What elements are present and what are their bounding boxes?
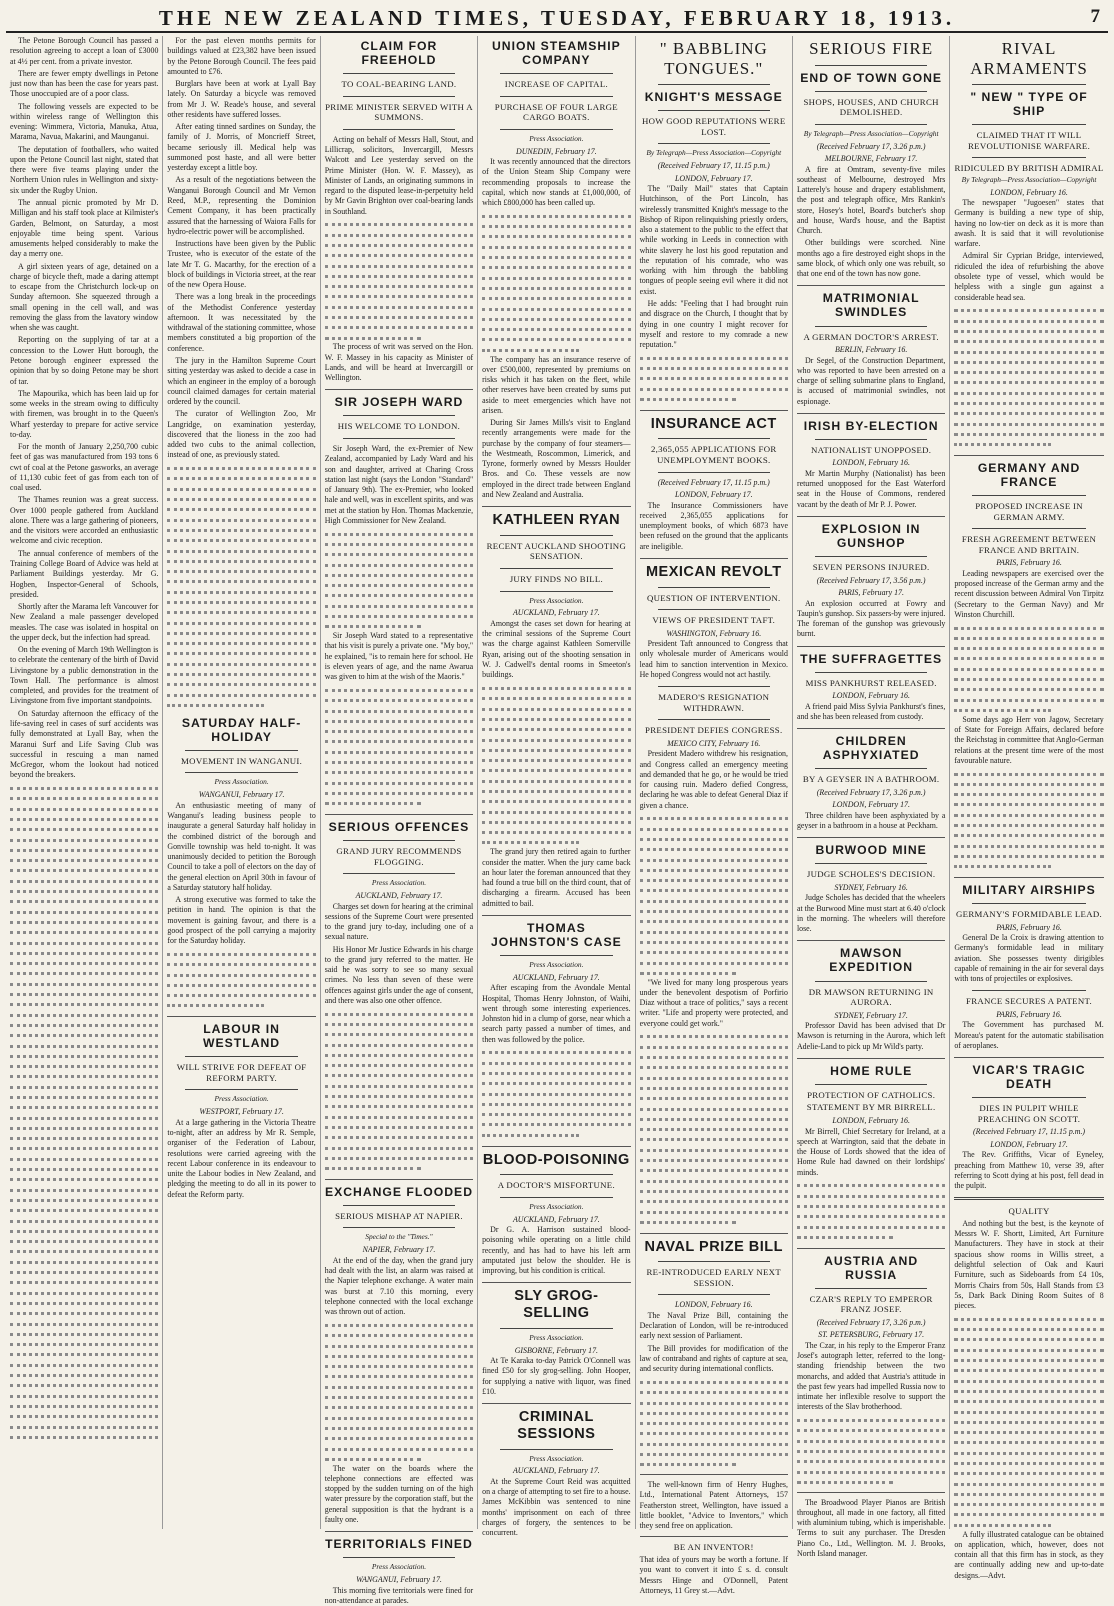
article-paragraph: "We lived for many long prosperous years under the benevolent despotism of Porfirio Diaz without a trace of politics," says a recent writer. "Life and property were protected, and everyone could get work.": [639, 977, 788, 1028]
illegible-text-block: [325, 528, 473, 631]
illegible-text-block: [640, 1376, 788, 1469]
article-paragraph: An enthusiastic meeting of many of Wanganui's leading business people to inaugurate a general Saturday half holiday in the combined district of the borough and Gonville township was held to-night. It was unanimously decided to petition the Borough Council to take a poll of electors on the day of the general election on April 30th in favour of a Saturday statutory half holiday.: [167, 800, 316, 892]
headline: CLAIM FOR FREEHOLD: [360, 39, 438, 68]
dateline: WANGANUI, February 17.: [356, 1575, 442, 1585]
advertisement-quality: [954, 1206, 1103, 1581]
article-territorials-fined: [325, 1537, 473, 1606]
headline: MEXICAN REVOLT: [645, 563, 782, 580]
headline: SLY GROG-SELLING: [514, 1288, 599, 1322]
article-paragraph: Other buildings were scorched. Nine months ago a fire destroyed eight shops in the same block, of which only one was rebuilt, so that one end of the town has now gone.: [796, 238, 946, 279]
news-paragraph: On the evening of March 19th Wellington is to celebrate the centenary of the birth of David Livingstone by a public demonstration in the Town Hall. The performance is almost completed, and provides for the treatment of Livingstone from five important standpoints.: [10, 645, 159, 706]
dateline: LONDON, February 16.: [832, 1116, 910, 1126]
article-mexican-revolt: [640, 564, 788, 1227]
dateline: LONDON, February 16.: [832, 691, 910, 701]
illegible-text-block: [325, 219, 473, 343]
received-time: (Received February 17, 11.15 p.m.): [657, 161, 770, 171]
news-paragraph: The annual conference of members of the Training College Board of Advice was held at Parliament Buildings yesterday. Mr G. Hogben, Inspector-General of Schools, presided.: [10, 548, 159, 599]
headline: SERIOUS OFFENCES: [328, 820, 470, 835]
article-explosion-in-gunshop: [797, 522, 945, 640]
source-credit: Press Association.: [214, 777, 269, 787]
subheadline: RECENT AUCKLAND SHOOTING SENSATION.: [486, 540, 627, 562]
article-babbling-tongues: [640, 39, 788, 404]
article-paragraph: The Government has purchased M. Moreau's patent for the automatic stabilisation of aeroplanes.: [954, 1020, 1104, 1050]
subheadline: MISS PANKHURST RELEASED.: [805, 677, 937, 688]
advertisement-text: That idea of yours may be worth a fortune. If you want to convert it into £ s. d. consult Messrs Hinge and O'Donnell, Patent Attorneys, 11 Grey st.—Advt.: [639, 1555, 788, 1595]
article-paragraph: At a large gathering in the Victoria Theatre to-night, after an address by Mr R. Semple, organiser of the Federation of Labour, resolutions were carried agreeing with the recent Labour conference in its endeavour to unite the Labour bodies in New Zealand, and pledging the meeting to do all in its power to defeat the Reform party.: [167, 1117, 316, 1199]
headline: KATHLEEN RYAN: [492, 512, 621, 529]
illegible-text-block: [167, 948, 315, 1010]
subheadline: DR MAWSON RETURNING IN AURORA.: [808, 986, 934, 1008]
headline: SATURDAY HALF-HOLIDAY: [181, 715, 302, 744]
received-time: (Received February 17, 11.15 p.m.): [973, 1127, 1086, 1137]
page-number: 7: [1090, 6, 1100, 27]
article-paragraph: An explosion occurred at Fowry and Taupin's gunshop. Six passers-by were injured. The foreman of the gunshop was grievously burnt.: [796, 598, 946, 639]
subheadline: TO COAL-BEARING LAND.: [341, 79, 457, 90]
illegible-text-block: [954, 768, 1103, 871]
headline: SERIOUS FIRE: [809, 39, 934, 58]
source-credit: Special to the "Times.": [365, 1232, 433, 1242]
article-home-rule: [797, 1064, 945, 1242]
source-credit: Press Association.: [529, 595, 584, 605]
article-paragraph: Mr Martin Murphy (Nationalist) has been returned unopposed for the East Waterford seat in the House of Commons, rendered vacant by the death of Mr P. J. Power.: [796, 468, 946, 509]
dateline: AUCKLAND, February 17.: [355, 891, 443, 901]
source-credit: By Telegraph—Press Association—Copyright: [803, 128, 939, 138]
dateline: MELBOURNE, February 17.: [824, 154, 918, 164]
article-paragraph: It was recently announced that the directors of the Union Steam Ship Company were recommending proposals to increase the capital, which now stands at £1,000,000, of which £800,000 has been called up.: [482, 157, 631, 208]
received-time: (Received February 17, 11.15 p.m.): [657, 477, 770, 487]
headline: RIVAL ARMAMENTS: [970, 39, 1088, 78]
subheadline: MOVEMENT IN WANGANUI.: [181, 755, 303, 766]
news-paragraph: There was a long break in the proceedings of the Methodist Conference yesterday afternoon. It was necessitated by the withdrawal of the stationing committee, whose members constituted a big proportion of the conference.: [167, 292, 316, 353]
received-time: (Received February 17, 3.26 p.m.): [816, 1317, 926, 1327]
subheadline: WILL STRIVE FOR DEFEAT OF REFORM PARTY.: [176, 1062, 307, 1083]
headline: SIR JOSEPH WARD: [334, 395, 464, 410]
article-vicars-tragic-death: [954, 1063, 1103, 1191]
news-paragraph: For the month of January 2,250,700 cubic feet of gas was manufactured from 193 tons 6 cwt of coal at the Petone gasworks, an average of 11,130 cubic feet of gas from each ton of coal used.: [10, 442, 159, 493]
article-claim-for-freehold: [325, 39, 473, 383]
article-paragraph: Charges set down for hearing at the criminal sessions of the Supreme Court were presented to the grand jury to-day, including one of a sexual nature.: [324, 901, 474, 942]
advertisement-text: A fully illustrated catalogue can be obtained on application, which, however, does not contain all that this firm has in stock, as they are continually adding new and up-to-date designs.—Advt.: [954, 1529, 1104, 1580]
subheadline-2: VIEWS OF PRESIDENT TAFT.: [652, 615, 776, 626]
source-credit: Press Association.: [371, 1562, 427, 1572]
dateline: PARIS, February 16.: [996, 558, 1062, 568]
headline: CRIMINAL SESSIONS: [517, 1409, 596, 1442]
subheadline-2: FRANCE SECURES A PATENT.: [966, 996, 1093, 1007]
headline: MILITARY AIRSHIPS: [962, 883, 1096, 897]
headline: MATRIMONIAL SWINDLES: [822, 291, 920, 320]
subheadline: SERIOUS MISHAP AT NAPIER.: [335, 1210, 463, 1221]
illegible-text-block: [10, 783, 158, 1442]
local-news-items-2: [167, 36, 315, 710]
article-paragraph: The newspaper "Jugoesen" states that Germany is building a new type of ship, having no low-tier on deck as it is more than awash. It is said that it will revolutionise warfare.: [954, 198, 1104, 249]
headline: MAWSON EXPEDITION: [829, 946, 914, 975]
news-paragraph: The following vessels are expected to be within wireless range of Wellington this evening: Wimmera, Victoria, Manuka, Atua, Marama, Navua, Makarini, and Maunganui.: [10, 101, 159, 142]
headline: NAVAL PRIZE BILL: [644, 1238, 783, 1255]
headline: INSURANCE ACT: [650, 415, 777, 432]
illegible-text-block: [954, 1313, 1103, 1529]
article-sir-joseph-ward: [325, 395, 473, 808]
advertisement-text: The Broadwood Player Pianos are British throughout, all made in one factory, all fitted with aluminium tubing, which is imperishable. Terms to suit any purchaser. The Dresden Piano Co., Ltd., Wellington. M. J. Brooks, North Island manager.: [796, 1497, 946, 1558]
advertisement-text: And nothing but the best, is the keynote of Messrs W. F. Shortt, Limited, Art Furniture Manufacturers. They have in stock at their spacious show rooms in Willis street, a delightful selection of Oak and Kauri Furniture, such as Sideboards from £4 10s, Morris Chairs from 50s, Hall Stands from £3 5s, Dark Back Dining Room Suites of 8 pieces.: [954, 1218, 1104, 1311]
article-paragraph: Acting on behalf of Messrs Hall, Stout, and Lillicrap, solicitors, Invercargill, Messrs Walcott and Lee yesterday served on the Prime Minister (Hon. W. F. Massey), as Minister of Lands, an originating summons in regard to the disputed lease-in-perpetuity held by Mr Gavin Brighton over coal-bearing lands in Southland.: [324, 134, 474, 216]
article-burwood-mine: [797, 843, 945, 934]
news-paragraph: The Mapourika, which has been laid up for some weeks in the stream owing to difficulty with firemen, was brought in to the Queen's Wharf yesterday to prepare for active service to-day.: [10, 388, 159, 439]
subheadline: PROPOSED INCREASE IN GERMAN ARMY.: [975, 501, 1083, 522]
dateline: PARIS, February 17.: [838, 588, 904, 598]
article-paragraph: Leading newspapers are exercised over the proposed increase of the German army and the recent discussion between Admiral Von Tirpitz (Secretary to the German Navy) and Mr Winston Churchill.: [954, 568, 1104, 619]
illegible-text-block: [325, 684, 473, 808]
headline: BURWOOD MINE: [815, 843, 927, 858]
article-paragraph: At the Supreme Court Reid was acquitted on a charge of attempting to set fire to a house. James McKibbin was sentenced to nine months' imprisonment on each of three charges of forgery, the sentences to be concurrent.: [482, 1476, 631, 1538]
dateline: LONDON, February 16.: [832, 458, 910, 468]
article-rival-armaments: [954, 39, 1103, 449]
dateline: LONDON, February 17.: [832, 800, 910, 810]
article-paragraph: Amongst the cases set down for hearing at the criminal sessions of the Supreme Court was the charge against Kathleen Somerville Ryan, arising out of the shooting sensation in W. J. Cadwell's dental rooms in Smeeton's buildings.: [482, 618, 631, 680]
subheadline: RE-INTRODUCED EARLY NEXT SESSION.: [646, 1267, 782, 1288]
article-paragraph: President Madero withdrew his resignation, and Congress called an emergency meeting and demanded that he go, or he would be tried for causing ruin. Madero defied Congress, declaring he was able to defeat General Diaz if given a chance.: [639, 749, 788, 810]
article-paragraph: The water on the boards where the telephone connections are effected was stopped by the sudden turning on of the high water pressure by the corporation staff, but the general supposition is that the hydrant is a faulty one.: [324, 1463, 474, 1524]
headline: CHILDREN ASPHYXIATED: [822, 734, 920, 763]
dateline: ST. PETERSBURG, February 17.: [818, 1330, 925, 1340]
subheadline: NATIONALIST UNOPPOSED.: [810, 444, 932, 455]
article-austria-and-russia: [797, 1254, 945, 1560]
article-paragraph: Judge Scholes has decided that the wheelers at the Burwood Mine must start at 6.40 o'clock in the morning. The wheelers will therefore lose.: [796, 893, 946, 934]
dateline: AUCKLAND, February 17.: [512, 608, 600, 618]
article-paragraph: Dr Segel, of the Construction Department, who was reported to have been arrested on a charge of selling submarine plans to England, is accused of matrimonial swindles, not espionage.: [796, 355, 946, 406]
news-paragraph: Instructions have been given by the Public Trustee, who is executor of the estate of the late Mr T. G. Macarthy, for the erection of a block of buildings in Victoria street, at the rear of the new Opera House.: [167, 239, 316, 290]
subheadline: QUESTION OF INTERVENTION.: [646, 592, 781, 603]
column-5: [636, 36, 793, 1595]
illegible-text-block: [797, 1415, 945, 1487]
article-paragraph: Professor David has been advised that Dr Mawson is returning in the Aurora, which left Adelie-Land to pick up Mr Wild's party.: [796, 1021, 946, 1051]
subheadline: GERMANY'S FORMIDABLE LEAD.: [956, 909, 1103, 920]
article-insurance-act: [640, 416, 788, 552]
subheadline-2: SHOPS, HOUSES, AND CHURCH DEMOLISHED.: [803, 96, 939, 118]
news-paragraph: The Thames reunion was a great success. Over 1000 people gathered from Auckland alone. There was a large gathering of pioneers, and the visitors were accorded an enthusiastic welcome and civic reception.: [10, 495, 159, 546]
news-paragraph: A girl sixteen years of age, detained on a charge of bicycle theft, made a daring attempt to escape from the Christchurch lock-up on Sunday afternoon. She squeezed through a small opening in the cell wall, and was removing the glass from the lavatory window when she was caught.: [10, 261, 159, 333]
article-paragraph: He adds: "Feeling that I had brought ruin and disgrace on the Church, I thought that by dying in one country I might recover for myself and restore to my comrade a new reputation.": [639, 298, 788, 350]
article-paragraph: Dr G. A. Harrison sustained blood-poisoning while operating on a little child recently, and has had to have his left arm amputated just below the shoulder. He is improving, but his condition is critical.: [482, 1225, 631, 1276]
subheadline: BY A GEYSER IN A BATHROOM.: [802, 774, 940, 785]
received-time: (Received February 17, 3.26 p.m.): [816, 141, 926, 151]
article-paragraph: The Bill provides for modification of the law of contraband and rights of capture at sea, and security during international conflicts.: [639, 1343, 788, 1374]
dateline: SYDNEY, February 17.: [834, 1010, 908, 1020]
headline: " BABBLING TONGUES.": [659, 39, 768, 78]
headline: AUSTRIA AND RUSSIA: [824, 1253, 919, 1282]
received-time: (Received February 17, 3.56 p.m.): [816, 575, 926, 585]
subheadline-3: MADERO'S RESIGNATION WITHDRAWN.: [658, 692, 770, 713]
dateline: SYDNEY, February 16.: [834, 882, 908, 892]
dateline: AUCKLAND, February 17.: [512, 1466, 600, 1476]
article-naval-prize-bill: [640, 1239, 788, 1596]
news-paragraph: The Petone Borough Council has passed a resolution agreeing to accept a loan of £3000 at 4½ per cent. from a private investor.: [10, 36, 159, 66]
news-paragraph: Burglars have been at work at Lyall Bay lately. On Saturday a bicycle was removed from Mr J. W. Reade's house, and several other residents have suffered losses.: [167, 79, 316, 119]
illegible-text-block: [954, 305, 1103, 449]
article-exchange-flooded: [325, 1185, 473, 1525]
article-blood-poisoning: [482, 1152, 630, 1277]
article-paragraph: The company has an insurance reserve of over £500,000, represented by premiums on risks which it has taken on the fleet, while other reserves have been created by sums put aside to meet emergencies which have not arisen.: [482, 354, 631, 415]
dateline: AUCKLAND, February 17.: [512, 972, 600, 982]
subheadline: CZAR'S REPLY TO EMPEROR FRANZ JOSEF.: [809, 1293, 933, 1315]
news-paragraph: The deputation of footballers, who waited upon the Petone Council last night, stated that there were five teams playing under the Northern Union rules in Wellington and sixty-six under the Rugby Union.: [10, 144, 159, 195]
article-paragraph: The "Daily Mail" states that Captain Hutchinson, of the Port Lincoln, has wirelessly transmitted Knight's message to the Bishop of Ripon relinquishing priestly orders, also a statement to the public to the effect that while working in Leeds in connection with white slavery he lost his good reputation and the reputation of his comrade, who was working with him through the babbling tongues of people seeing evil where it did not exist.: [639, 184, 788, 296]
article-labour-in-westland: [167, 1022, 315, 1200]
news-paragraph: After eating tinned sardines on Sunday, the family of J. Morris, of Moncrieff Street, became seriously ill. Medical help was summoned post haste, and all were better yesterday except a little boy.: [167, 122, 316, 173]
article-paragraph: At Te Karaka to-day Patrick O'Connell was fined £50 for sly grog-selling. John Hooper, for supplying a native with liquor, was fined £10.: [482, 1356, 631, 1396]
news-paragraph: Shortly after the Marama left Vancouver for New Zealand a male passenger developed measles. The case was isolated in hospital on the upper deck, but the infection had spread.: [10, 602, 159, 642]
masthead-title: THE NEW ZEALAND TIMES, TUESDAY, FEBRUARY 18, 1913.: [158, 6, 956, 30]
news-paragraph: The annual picnic promoted by Mr D. Milligan and his staff took place at Kilmister's Garden, Belmont, on Saturday, a most enjoyable time being spent. Various amusements helped considerably to make the day a merry one.: [10, 197, 159, 259]
dateline: LONDON, February 17.: [674, 173, 753, 183]
dateline-2: PARIS, February 16.: [996, 1009, 1062, 1019]
article-mawson-expedition: [797, 946, 945, 1051]
source-credit: Press Association.: [529, 1332, 584, 1342]
article-matrimonial-swindles: [797, 291, 945, 406]
dateline: PARIS, February 16.: [996, 922, 1062, 932]
article-criminal-sessions: [482, 1409, 630, 1538]
headline: THOMAS JOHNSTON'S CASE: [490, 920, 622, 949]
masthead: [0, 0, 1114, 30]
article-kathleen-ryan: [482, 512, 630, 909]
source-credit: Press Association.: [529, 1453, 584, 1463]
article-paragraph: The Czar, in his reply to the Emperor Franz Josef's autograph letter, referred to the long-standing friendship between the two monarchs, and added that Austria's attitude in the past few years had impelled Russia now to intimate her inflexible resolve to support the interests of the Slav brotherhood.: [796, 1340, 946, 1412]
headline: EXPLOSION IN GUNSHOP: [821, 521, 921, 551]
column-3: [321, 36, 478, 1605]
headline: TERRITORIALS FINED: [325, 1537, 473, 1552]
article-serious-fire: [797, 39, 945, 279]
news-paragraph: The curator of Wellington Zoo, Mr Langridge, on examination yesterday, discovered that the lioness in the zoo had added two cubs to the animal collection, instead of one, as previously stated.: [167, 409, 316, 460]
source-credit: Press Association.: [529, 133, 584, 143]
subheadline: " NEW " TYPE OF SHIP: [970, 90, 1088, 119]
article-paragraph: A friend paid Miss Sylvia Pankhurst's fines, and she has been released from custody.: [796, 701, 946, 721]
dateline: AUCKLAND, February 17.: [512, 1214, 600, 1224]
headline: UNION STEAMSHIP COMPANY: [491, 39, 621, 68]
subheadline: DIES IN PULPIT WHILE PREACHING ON SCOTT.: [977, 1103, 1081, 1124]
article-paragraph: General De la Croix is drawing attention to Germany's formidable lead in military aviation. She possesses twenty dirigibles capable of remaining in the air for several days with tons of projectiles or explosives.: [954, 933, 1104, 984]
dateline: LONDON, February 17.: [990, 1139, 1068, 1149]
dateline: WESTPORT, February 17.: [199, 1107, 284, 1117]
article-paragraph: The Insurance Commissioners have received 2,365,055 applications for unemployment books, of which 6873 have been refused on the ground that the applicants are ineligible.: [639, 500, 788, 551]
subheadline: 2,365,055 APPLICATIONS FOR UNEMPLOYMENT BOOKS.: [650, 444, 777, 466]
source-credit: By Telegraph—Press Association—Copyright: [646, 148, 782, 158]
news-paragraph: The jury in the Hamilton Supreme Court sitting yesterday was asked to decide a case in which an engineer in the employ of a borough council claimed damages for certain material ordered by the council.: [167, 355, 316, 407]
subheadline: KNIGHT'S MESSAGE: [644, 90, 783, 105]
dateline: LONDON, February 16.: [674, 1300, 753, 1310]
article-paragraph: The Rev. Griffiths, Vicar of Eyneley, preaching from Matthew 10, verse 39, after referring to Scott dying at his post, fell dead in the pulpit.: [954, 1150, 1104, 1191]
article-paragraph: The grand jury then retired again to further consider the matter. When the jury came back an hour later the foreman announced that they had found a true bill on the third count, that of discharging a firearm. Accused has been admitted to bail.: [482, 847, 631, 908]
headline: LABOUR IN WESTLAND: [203, 1022, 281, 1051]
subheadline-4: PRESIDENT DEFIES CONGRESS.: [645, 725, 783, 736]
source-credit: Press Association.: [214, 1094, 269, 1104]
source-credit: By Telegraph—Press Association—Copyright: [961, 174, 1097, 184]
headline: VICAR'S TRAGIC DEATH: [972, 1063, 1086, 1092]
article-paragraph: His Honor Mr Justice Edwards in his charge to the grand jury referred to the matter. He said he was sorry to see so many sexual crimes. No less than seven of these were offences against girls under the age of consent, and there was also one other offence.: [324, 944, 474, 1005]
local-news-items: [10, 36, 158, 1442]
article-paragraph: Sir Joseph Ward, the ex-Premier of New Zealand, accompanied by Lady Ward and his son and daughter, arrived at Charing Cross station last night (says the London "Standard" of January 9th). The ex-Premier, who looked hale and well, was in excellent spirits, and was met at the station by Hon. Thomas Mackenzie, High Commissioner for New Zealand.: [324, 444, 474, 525]
article-paragraph: After escaping from the Avondale Mental Hospital, Thomas Henry Johnston, of Waihi, went through some interesting experiences. Johnston hid in a clump of gorse, near which a search party passed a number of times, and then was followed by the police.: [482, 983, 631, 1044]
subheadline: JUDGE SCHOLES'S DECISION.: [806, 869, 936, 880]
subheadline: GRAND JURY RECOMMENDS FLOGGING.: [336, 846, 462, 867]
advertisement-text: The well-known firm of Henry Hughes, Ltd., International Patent Attorneys, 157 Featherston street, Wellington, have issued a little booklet, "Advice to Inventors," which they send free on application.: [639, 1480, 788, 1531]
article-paragraph: Some days ago Herr von Jagow, Secretary of State for Foreign Affairs, declared before the Reichstag in committee that Anglo-German relations at the present time were of the most favourable nature.: [954, 714, 1104, 765]
illegible-text-block: [954, 622, 1103, 715]
dateline-2: MEXICO CITY, February 16.: [667, 738, 761, 748]
article-children-asphyxiated: [797, 734, 945, 831]
subheadline-2: STATEMENT BY MR BIRRELL.: [806, 1102, 936, 1113]
dateline: GISBORNE, February 17.: [514, 1345, 598, 1355]
article-paragraph: During Sir James Mills's visit to England recently arrangements were made for the purchase by the company of four steamers—the Westmeath, Roscommon, Limerick, and Tyrone, formerly owned by Messrs Houlder Bros. and Co. These vessels are now employed in the direct trade between England and New Zealand and Australia.: [482, 418, 631, 499]
advertisement-heading: QUALITY: [1008, 1206, 1050, 1217]
article-paragraph: Sir Joseph Ward stated to a representative that his visit is purely a private one. "My boy," he explained, "is to remain here for school. He is eleven years of age, and the name Awarua was given to him at the wish of the Maoris.": [324, 631, 474, 682]
article-serious-offences: [325, 820, 473, 1173]
article-union-steamship: [482, 39, 630, 500]
dateline: WANGANUI, February 17.: [198, 790, 285, 800]
illegible-text-block: [797, 1180, 945, 1242]
dateline: DUNEDIN, February 17.: [516, 146, 597, 156]
article-paragraph: A strong executive was formed to take the petition in hand. The opinion is that the movement is gaining favour, and there is a good prospect of the poll carrying a majority for the Saturday holiday.: [167, 895, 316, 946]
article-paragraph: Mr Birrell, Chief Secretary for Ireland, at a speech at Warrington, said that the debate in the House of Lords showed that the idea of Home Rule had dawned on their lordships' minds.: [796, 1126, 946, 1177]
subheadline-3: RIDICULED BY BRITISH ADMIRAL: [954, 163, 1104, 174]
source-credit: Press Association.: [529, 1201, 584, 1211]
headline: THE SUFFRAGETTES: [800, 651, 943, 666]
article-thomas-johnston: [482, 921, 630, 1140]
subheadline-2: CLAIMED THAT IT WILL REVOLUTIONISE WARFARE.: [967, 130, 1091, 151]
source-credit: Press Association.: [529, 959, 584, 969]
dateline: BERLIN, February 16.: [834, 345, 908, 355]
dateline: LONDON, February 16.: [990, 187, 1068, 197]
headline: IRISH BY-ELECTION: [803, 418, 939, 433]
column-grid: [6, 36, 1108, 1605]
column-4: [478, 36, 635, 1538]
illegible-text-block: [640, 352, 788, 403]
subheadline: PROTECTION OF CATHOLICS.: [807, 1089, 936, 1100]
subheadline-2: HOW GOOD REPUTATIONS WERE LOST.: [641, 116, 786, 137]
article-suffragettes: [797, 652, 945, 723]
advertisement-heading: BE AN INVENTOR!: [673, 1542, 754, 1553]
masthead-rule: [6, 31, 1108, 33]
subheadline: A GERMAN DOCTOR'S ARREST.: [803, 331, 939, 342]
dateline: NAPIER, February 17.: [362, 1245, 436, 1255]
column-1: [6, 36, 163, 1529]
illegible-text-block: [325, 1008, 473, 1173]
article-paragraph: A fire at Omtram, seventy-five miles southeast of Melbourne, destroyed Mrs Latterely's house and drapery establishment, the post and telegraph office, Mrs Rankin's store, Hosey's hotel, Board's butcher's shop and house, Ward's house, and the Baptist Church.: [796, 164, 946, 236]
article-paragraph: Three children have been asphyxiated by a geyser in a bathroom in a house at Peckham.: [796, 810, 946, 831]
column-6: [793, 36, 950, 1558]
column-2: [163, 36, 320, 1529]
article-saturday-half-holiday: [167, 716, 315, 1010]
article-paragraph: At the end of the day, when the grand jury had dealt with the list, an alarm was raised at the Napier telephone exchange. A water main was burst at 7.10 this morning, every telephone connected with the local exchange was thrown out of action.: [324, 1255, 474, 1317]
illegible-text-block: [482, 1047, 630, 1140]
article-paragraph: Admiral Sir Cyprian Bridge, interviewed, ridiculed the idea of refurbishing the above obsolete type of vessel, which would be helpless with a single gun against a considerable head sea.: [954, 251, 1104, 302]
news-paragraph: As a result of the negotiations between the Wanganui Borough Council and Mr Vernon Reed, M.P., representing the Dominion Cement Company, it has been practically assured that the harnessing of Waiora Falls for hydro-electric power will be accomplished.: [167, 175, 316, 236]
dateline: WASHINGTON, February 16.: [666, 628, 762, 638]
news-paragraph: On Saturday afternoon the efficacy of the life-saving reel in cases of surf accidents was fully demonstrated at Lyall Bay, when the Maranui Surf and Life Saving Club was successful in rescuing a man named McGregor, whom the lookout had noticed beyond the breakers.: [10, 708, 159, 780]
article-sly-grog-selling: [482, 1288, 630, 1397]
illegible-text-block: [640, 1031, 788, 1227]
subheadline-2: PRIME MINISTER SERVED WITH A SUMMONS.: [325, 101, 473, 123]
article-irish-by-election: [797, 419, 945, 510]
news-paragraph: For the past eleven months permits for buildings valued at £23,382 have been issued by the Petone Borough Council. The fees paid amounted to £76.: [167, 36, 316, 76]
article-paragraph: President Taft announced to Congress that only wholesale murder of Americans would lead him to sanction intervention in Mexico. He hoped Congress would not act hastily.: [639, 639, 788, 679]
illegible-text-block: [325, 1319, 473, 1463]
subheadline: END OF TOWN GONE: [800, 70, 942, 85]
source-credit: Press Association.: [371, 878, 427, 888]
illegible-text-block: [640, 813, 788, 978]
news-paragraph: Reporting on the supplying of tar at a concession to the Lower Hutt borough, the Petone borough engineer expressed the opinion that by so doing Petone may be short of tar.: [10, 335, 159, 386]
illegible-text-block: [482, 210, 630, 354]
article-germany-and-france: [954, 461, 1103, 871]
illegible-text-block: [482, 683, 630, 848]
received-time: (Received February 17, 3.26 p.m.): [816, 787, 926, 797]
headline: EXCHANGE FLOODED: [324, 1184, 473, 1199]
headline: HOME RULE: [830, 1063, 913, 1078]
dateline: LONDON, February 17.: [674, 490, 753, 500]
article-military-airships: [954, 883, 1103, 1051]
headline: GERMANY AND FRANCE: [977, 460, 1081, 489]
article-paragraph: This morning five territorials were fined for non-attendance at parades.: [324, 1585, 474, 1605]
subheadline: HIS WELCOME TO LONDON.: [337, 421, 461, 432]
subheadline: A DOCTOR'S MISFORTUNE.: [497, 1180, 615, 1191]
news-paragraph: There are fewer empty dwellings in Petone just now than has been the case for years past. Those unoccupied are of a poor class.: [10, 68, 159, 99]
column-7: [950, 36, 1107, 1580]
illegible-text-block: [167, 463, 315, 710]
article-paragraph: The process of writ was served on the Hon. W. F. Massey in his capacity as Minister of Lands, and will be heard at Invercargill or Wellington.: [324, 342, 474, 383]
article-paragraph: The Naval Prize Bill, containing the Declaration of London, will be re-introduced early next session of Parliament.: [639, 1310, 788, 1341]
subheadline-2: JURY FINDS NO BILL.: [509, 574, 604, 585]
subheadline-2: PURCHASE OF FOUR LARGE CARGO BOATS.: [494, 101, 618, 123]
subheadline: SEVEN PERSONS INJURED.: [812, 562, 930, 573]
subheadline-2: FRESH AGREEMENT BETWEEN FRANCE AND BRITAIN.: [961, 534, 1097, 555]
headline: BLOOD-POISONING: [482, 1151, 630, 1168]
subheadline: INCREASE OF CAPITAL.: [504, 79, 609, 90]
